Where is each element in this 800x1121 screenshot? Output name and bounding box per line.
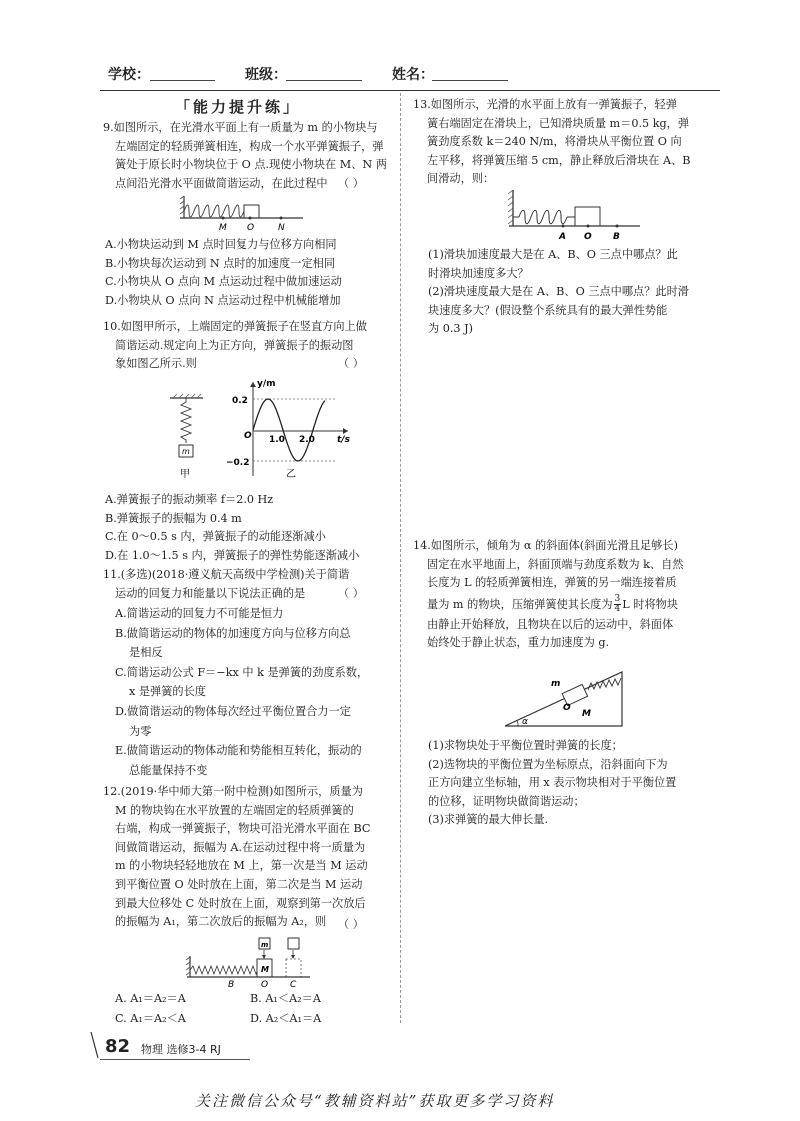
q14-label-M: M	[582, 709, 591, 719]
q14-text: 量为 m 的物块，压缩弹簧使其长度为	[427, 597, 613, 611]
q9-option-c: C.小物块从 O 点向 M 点运动过程中做加速运动	[105, 275, 342, 289]
q9-line: 点间沿光滑水平面做简谐运动，在此过程中	[115, 176, 328, 190]
q10-origin-label: O	[244, 431, 252, 441]
q14-sub-2-cont: 正方向建立坐标轴，用 x 表示物块相对于平衡位置	[428, 776, 677, 790]
q14-fraction	[614, 595, 622, 614]
question-12	[103, 783, 370, 932]
q14-line: 14.如图所示，倾角为 α 的斜面体(斜面光滑且足够长)	[413, 539, 678, 552]
question-11	[103, 566, 349, 603]
q10-figure	[165, 376, 355, 488]
q11-option-d-cont: 为零	[129, 724, 152, 738]
q14-frac-num: 3	[614, 594, 621, 605]
q14-frac-den: 4	[614, 604, 621, 615]
class-blank	[286, 80, 362, 81]
q9-label-O: O	[247, 223, 255, 233]
q14-line: 长度为 L 的轻质弹簧相连，弹簧的另一端连接着质	[427, 576, 677, 590]
q14-subquestions	[428, 737, 676, 830]
q14-figure	[500, 668, 635, 730]
q13-label-O: O	[584, 232, 592, 242]
question-13	[413, 96, 691, 189]
q10-option-c: C.在 0～0.5 s 内，弹簧振子的动能逐渐减小	[105, 530, 326, 544]
name-label: 姓名：	[392, 67, 434, 83]
q13-line: 左平移，将弹簧压缩 5 cm，静止释放后滑块在 A、B	[427, 153, 691, 167]
q10-x-tick-1: 1.0	[269, 435, 285, 445]
q12-label-m: m	[261, 941, 269, 949]
q13-figure	[505, 188, 645, 244]
question-10	[103, 318, 367, 374]
q9-line: 9.如图所示，在光滑水平面上有一质量为 m 的小物块与	[103, 121, 378, 134]
bottom-promo-note: 关注微信公众号“教辅资料站”获取更多学习资料	[195, 1092, 555, 1110]
footer-slash-decoration	[88, 1030, 102, 1060]
q10-option-a: A.弹簧振子的振动频率 f＝2.0 Hz	[105, 493, 274, 506]
q14-line-fraction	[413, 593, 683, 616]
q9-label-N: N	[278, 223, 285, 233]
q12-label-M: M	[261, 965, 269, 974]
q9-line: 左端固定的轻质弹簧相连，构成一个水平弹簧振子，弹	[115, 139, 384, 153]
header-rule	[100, 90, 720, 91]
q13-sub-1: (1)滑块加速度最大是在 A、B、O 三点中哪点？此	[428, 248, 678, 261]
q10-answer-paren: （ ）	[338, 357, 364, 370]
q14-label-O: O	[563, 703, 571, 713]
q12-line: m 的小物块轻轻地放在 M 上，第一次是当 M 运动	[115, 859, 368, 873]
q11-answer-paren: （ ）	[338, 587, 364, 600]
q12-label-O: O	[261, 980, 269, 988]
q9-label-M: M	[219, 223, 227, 233]
q12-line: 右端，构成一弹簧振子，物块可沿光滑水平面在 BC	[115, 822, 371, 836]
q13-sub-2-cont: 为 0.3 J)	[428, 322, 473, 336]
school-blank	[150, 80, 215, 81]
q11-option-d: D.做简谐运动的物体每次经过平衡位置合力一定	[115, 704, 351, 718]
name-blank	[432, 80, 508, 81]
q12-option-c: C. A₁＝A₂＜A	[115, 1012, 186, 1025]
section-title: 「能力提升练」	[175, 98, 302, 116]
q12-line: 12.(2019·华中师大第一附中检测)如图所示，质量为	[103, 785, 363, 798]
q10-x-tick-2: 2.0	[299, 435, 315, 445]
q12-line: 到最大位移处 C 处时放在上面，观察到第一次放后	[115, 896, 366, 910]
q12-option-b: B. A₁＜A₂＝A	[250, 992, 321, 1005]
q12-line: 的振幅为 A₁，第二次放后的振幅为 A₂，则	[115, 915, 327, 929]
q10-line: 象如图乙所示.则	[115, 357, 197, 371]
question-14	[413, 537, 683, 653]
q13-subquestions	[428, 246, 689, 339]
q12-label-C: C	[290, 980, 297, 988]
q11-option-c-cont: x 是弹簧的长度	[129, 685, 206, 699]
q10-y-tick-top: 0.2	[232, 396, 248, 406]
q9-option-d: D.小物块从 O 点向 N 点运动过程中机械能增加	[105, 293, 341, 307]
q11-option-b-cont: 是相反	[129, 646, 163, 660]
q14-sub-3: (3)求弹簧的最大伸长量.	[428, 813, 549, 827]
q11-option-c: C.简谐运动公式 F＝−kx 中 k 是弹簧的劲度系数，	[115, 665, 369, 679]
q12-label-B: B	[228, 980, 235, 988]
q10-vibration-curve	[253, 399, 325, 461]
q13-line: 簧劲度系数 k＝240 N/m，将滑块从平衡位置 O 向	[427, 135, 682, 149]
page-number: 82	[105, 1036, 131, 1057]
q10-caption-jia: 甲	[180, 469, 190, 480]
q13-label-A: A	[559, 232, 566, 242]
q11-line: 11.(多选)(2018·遵义航天高级中学检测)关于简谐	[103, 568, 350, 581]
q14-label-m: m	[551, 679, 561, 689]
q10-y-tick-bottom: −0.2	[226, 458, 250, 468]
q12-option-d: D. A₂＜A₁＝A	[250, 1012, 322, 1025]
q12-figure	[185, 932, 315, 988]
q13-sub-2-cont: 块速度多大？(假设整个系统具有的最大弹性势能	[428, 303, 668, 317]
q13-label-B: B	[613, 232, 620, 242]
q10-line: 10.如图甲所示，上端固定的弹簧振子在竖直方向上做	[103, 320, 367, 333]
q14-text: L 时将物块	[622, 597, 679, 611]
q13-line: 簧右端固定在滑块上，已知滑块质量 m＝0.5 kg，弹	[427, 116, 690, 130]
q12-line: 到平衡位置 O 处时放在上面，第二次是当 M 运动	[115, 877, 363, 891]
footer-rule	[100, 1059, 250, 1060]
q9-options	[105, 236, 342, 310]
q14-sub-2-cont: 的位移，证明物块做简谐运动；	[428, 794, 585, 808]
q10-y-axis-label: y/m	[257, 379, 276, 389]
q11-option-b: B.做简谐运动的物体的加速度方向与位移方向总	[115, 626, 351, 640]
q10-x-axis-label: t/s	[337, 435, 350, 445]
q13-line: 13.如图所示，光滑的水平面上放有一弹簧振子，轻弹	[413, 98, 677, 111]
class-label: 班级：	[245, 67, 287, 83]
q14-line: 由静止开始释放，且物块在以后的运动中，斜面体	[427, 617, 674, 631]
q10-line: 简谐运动.规定向上为正方向，弹簧振子的振动图	[115, 338, 354, 352]
q14-line: 始终处于静止状态，重力加速度为 g.	[427, 636, 610, 650]
q10-option-b: B.弹簧振子的振幅为 0.4 m	[105, 511, 242, 525]
q9-answer-paren: （ ）	[338, 177, 364, 190]
q11-option-e: E.做简谐运动的物体动能和势能相互转化，振动的	[115, 744, 362, 758]
q9-line: 簧处于原长时小物块位于 O 点.现使小物块在 M、N 两	[115, 158, 387, 172]
column-divider	[400, 93, 401, 1023]
q13-sub-1-cont: 时滑块加速度多大？	[428, 266, 529, 280]
q12-answer-paren: （ ）	[338, 918, 364, 931]
q12-line: 间做简谐运动，振幅为 A.在运动过程中将一质量为	[115, 840, 366, 854]
q9-option-a: A.小物块运动到 M 点时回复力与位移方向相同	[105, 238, 337, 251]
q12-line: M 的物块钩在水平放置的左端固定的轻质弹簧的	[115, 803, 354, 817]
school-label: 学校：	[108, 67, 150, 83]
footer-book-info: 物理 选修3-4 RJ	[141, 1043, 221, 1056]
q11-option-a: A.简谐运动的回复力不可能是恒力	[115, 607, 284, 620]
q13-sub-2: (2)滑块速度最大是在 A、B、O 三点中哪点？此时滑	[428, 285, 689, 299]
q11-line: 运动的回复力和能量以下说法正确的是	[115, 586, 306, 600]
q11-options	[115, 604, 368, 780]
q14-label-alpha: α	[522, 717, 528, 727]
q10-option-d: D.在 1.0～1.5 s 内，弹簧振子的弹性势能逐渐减小	[105, 548, 360, 562]
q9-option-b: B.小物块每次运动到 N 点时的加速度一定相同	[105, 256, 336, 270]
q10-options	[105, 491, 359, 565]
q10-graph	[226, 379, 351, 480]
q11-option-e-cont: 总能量保持不变	[129, 763, 208, 777]
q12-option-a: A. A₁＝A₂＝A	[115, 992, 186, 1005]
q9-spring-figure	[178, 193, 308, 233]
q13-line: 间滑动，则：	[427, 172, 495, 186]
q14-line: 固定在水平地面上，斜面顶端与劲度系数为 k、自然	[427, 557, 684, 571]
q14-sub-1: (1)求物块处于平衡位置时弹簧的长度；	[428, 739, 623, 752]
q14-sub-2: (2)选物块的平衡位置为坐标原点，沿斜面向下为	[428, 757, 668, 771]
q10-caption-yi: 乙	[286, 469, 296, 480]
q10-mass-label: m	[182, 447, 190, 456]
